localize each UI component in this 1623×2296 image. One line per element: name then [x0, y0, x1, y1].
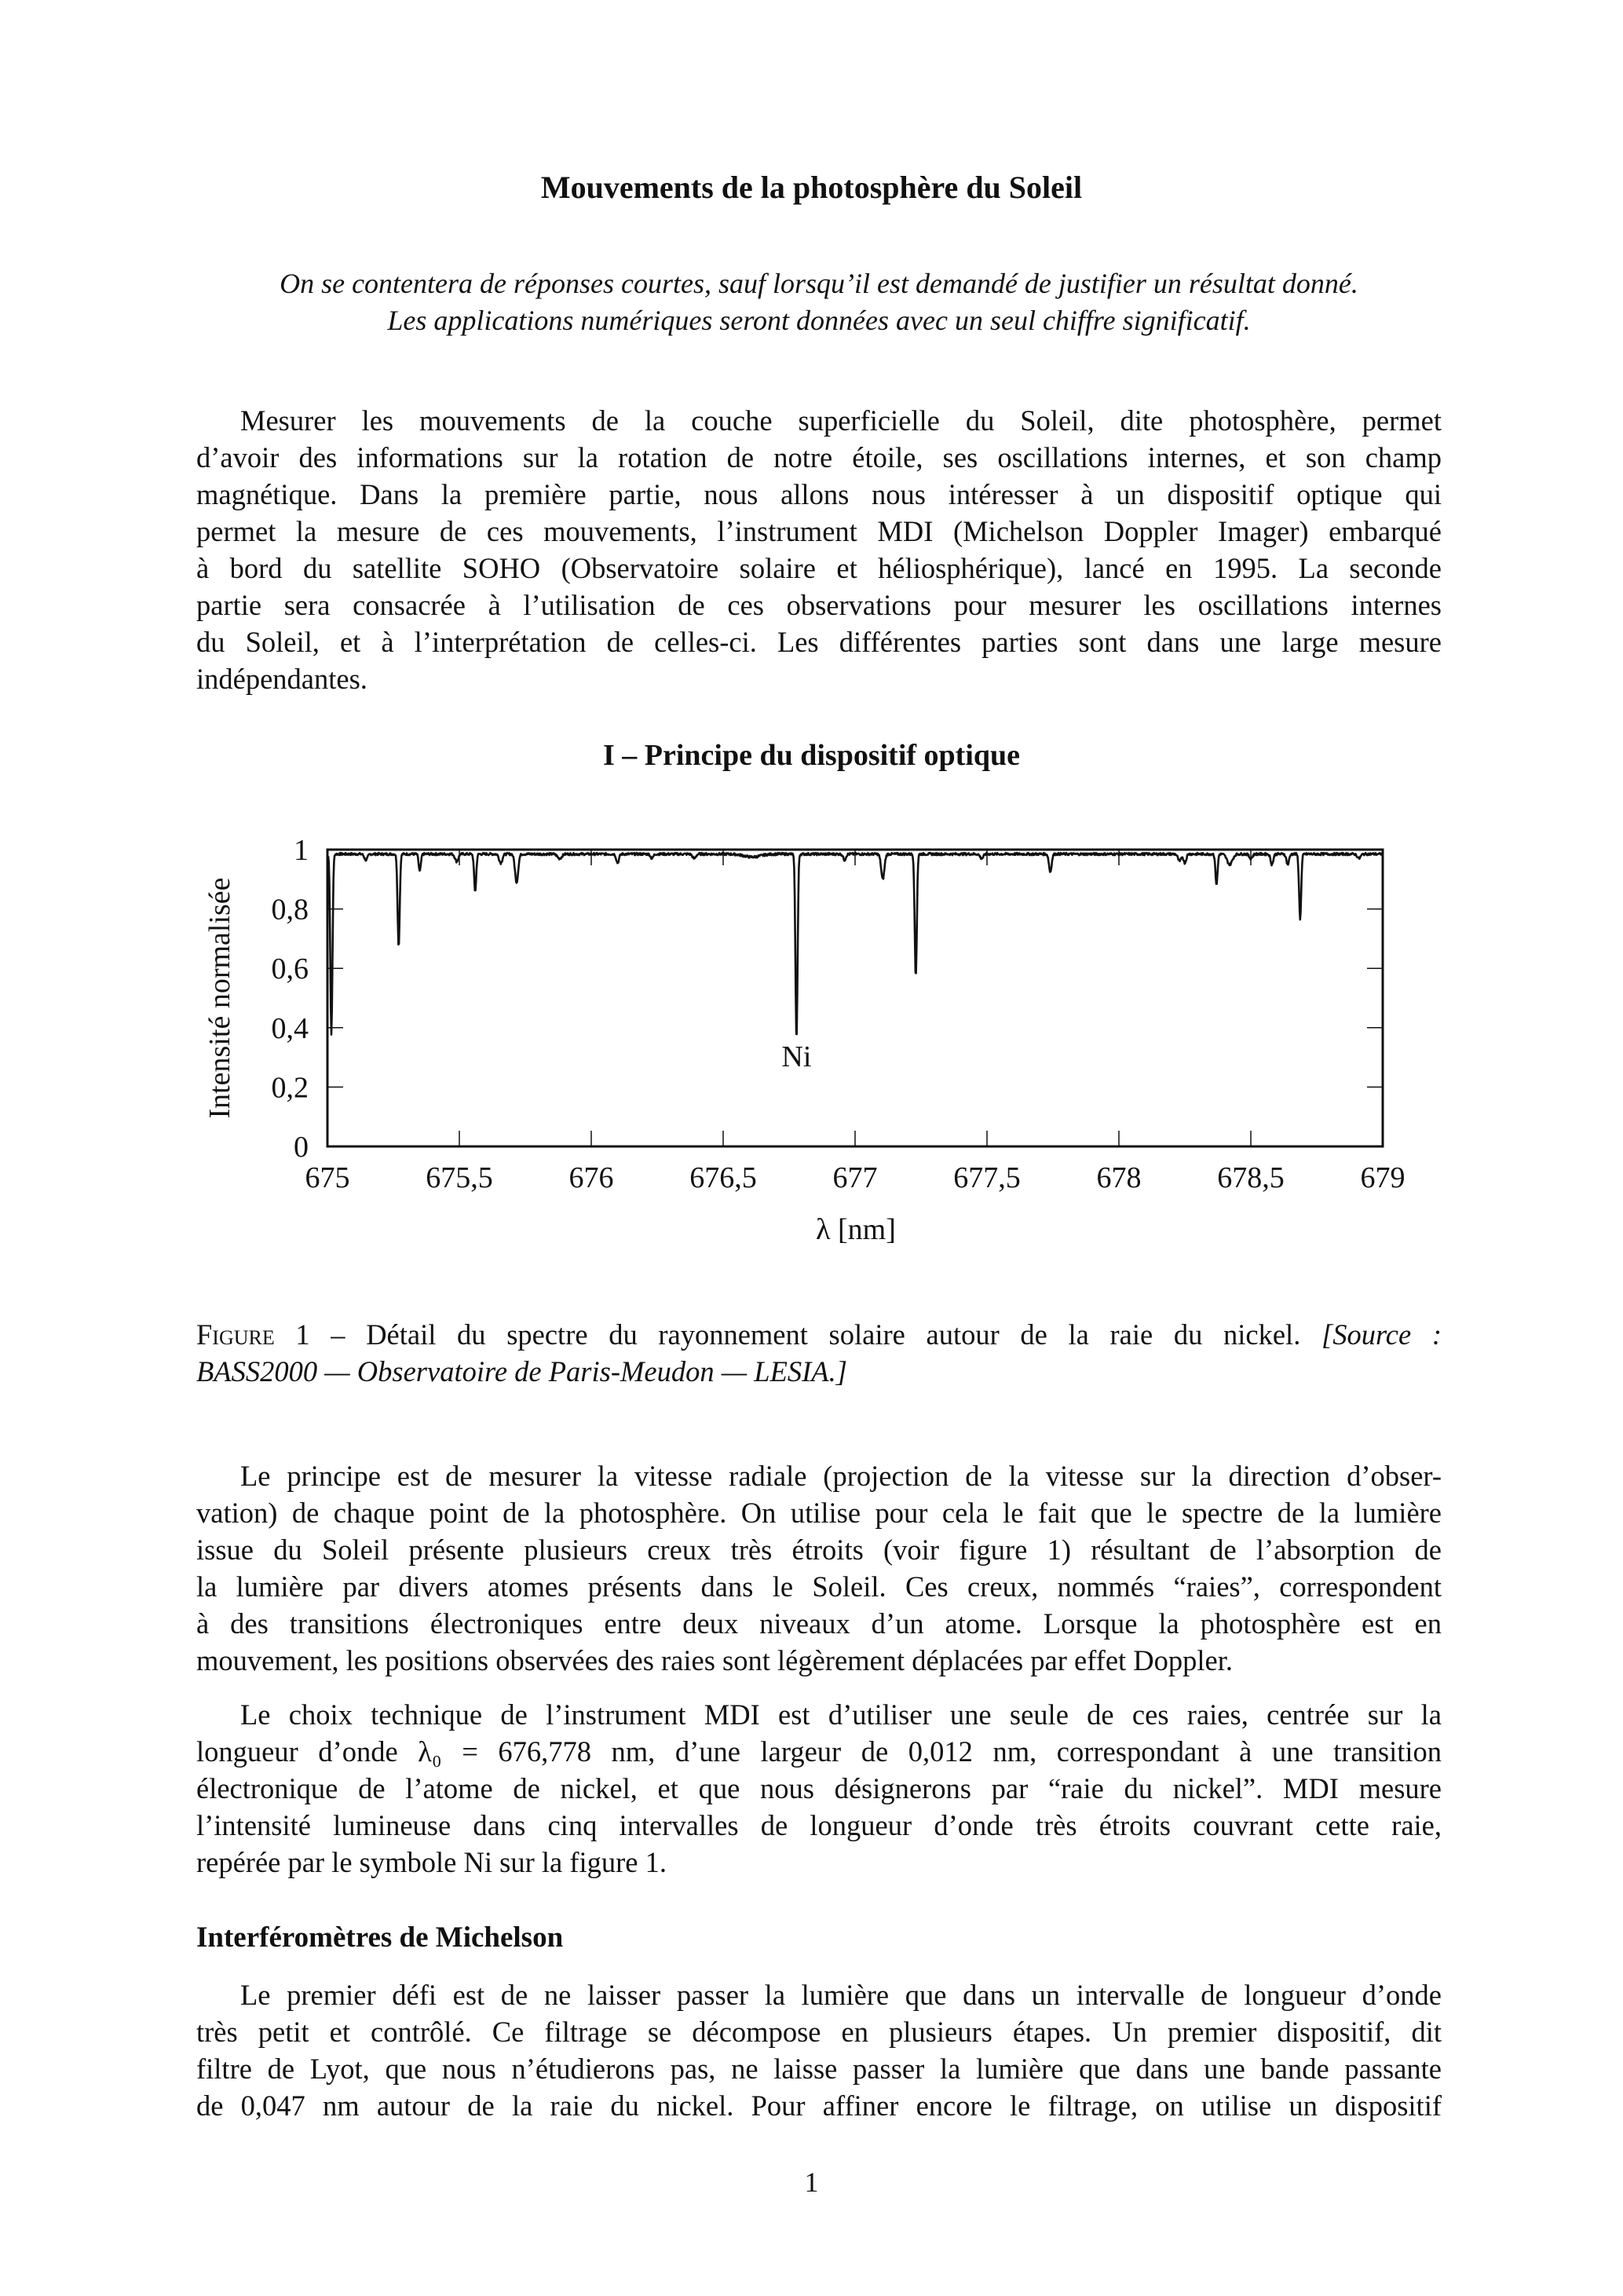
paragraph-michelson — [196, 1976, 1442, 2124]
paragraph-mdi-choice — [196, 1696, 1442, 1881]
text-line: indépendantes. — [196, 663, 367, 695]
caption-label: Figure 1 — [196, 1318, 310, 1351]
caption-source: [Source : — [1321, 1318, 1442, 1351]
text-line: électronique de l’atome de nickel, et que nous désignerons par “raie du nickel”. MDI mesure — [196, 1772, 1442, 1804]
y-tick-label: 0,6 — [271, 952, 309, 986]
subsection-heading: Interféromètres de Michelson — [196, 1921, 564, 1954]
x-tick-label: 676 — [568, 1161, 614, 1194]
paragraph-principle — [196, 1457, 1442, 1679]
text-line: à bord du satellite SOHO (Observatoire solaire et héliosphérique), lancé en 1995. La seconde — [196, 552, 1442, 584]
y-tick-label: 0,4 — [271, 1011, 309, 1045]
text-line: magnétique. Dans la première partie, nous allons nous intéresser à un dispositif optique qui — [196, 478, 1442, 510]
x-tick-label: 678 — [1096, 1161, 1142, 1194]
text-line: Le principe est de mesurer la vitesse radiale (projection de la vitesse sur la direction d’obser- — [240, 1460, 1442, 1492]
text-line: Le choix technique de l’instrument MDI est d’utiliser une seule de ces raies, centrée sur la — [240, 1698, 1442, 1731]
figure-caption — [196, 1316, 1442, 1390]
instruction-line: Les applications numériques seront données avec un seul chiffre significatif. — [387, 305, 1251, 336]
x-tick-label: 675 — [305, 1161, 350, 1194]
y-tick-label: 0 — [294, 1131, 309, 1164]
x-tick-label: 677,5 — [953, 1161, 1021, 1194]
paragraph-introduction — [196, 402, 1442, 697]
x-tick-label: 678,5 — [1217, 1161, 1285, 1194]
text-line: la lumière par divers atomes présents dans le Soleil. Ces creux, nommés “raies”, correspondent — [196, 1570, 1442, 1603]
plot-frame — [327, 850, 1383, 1146]
text-line: longueur d’onde λ₀ = 676,778 nm, d’une largeur de 0,012 nm, correspondant à une transition — [196, 1735, 1442, 1768]
text-line: partie sera consacrée à l’utilisation de ces observations pour mesurer les oscillations internes — [196, 589, 1442, 621]
x-tick-label: 679 — [1360, 1161, 1406, 1194]
page-number: 1 — [804, 2166, 819, 2198]
x-axis-label: λ [nm] — [816, 1213, 896, 1246]
text-line: Mesurer les mouvements de la couche superficielle du Soleil, dite photosphère, permet — [240, 404, 1442, 437]
y-tick-label: 0,8 — [271, 893, 309, 927]
y-tick-label: 0,2 — [271, 1071, 309, 1105]
text-line: filtre de Lyot, que nous n’étudierons pas, ne laisse passer la lumière que dans une bande passante — [196, 2053, 1442, 2085]
spectrum-line — [328, 853, 1383, 1034]
text-line: d’avoir des informations sur la rotation de notre étoile, ses oscillations internes, et son champ — [196, 441, 1442, 473]
text-line: de 0,047 nm autour de la raie du nickel. Pour affiner encore le filtrage, on utilise un dispositif — [196, 2089, 1442, 2122]
text-line: à des transitions électroniques entre deux niveaux d’un atome. Lorsque la photosphère est en — [196, 1607, 1442, 1640]
text-line: vation) de chaque point de la photosphère. On utilise pour cela le fait que le spectre de la lumière — [196, 1497, 1442, 1529]
text-line: Le premier défi est de ne laisser passer la lumière que dans un intervalle de longueur d’onde — [240, 1979, 1442, 2011]
y-tick-label: 1 — [294, 834, 309, 867]
x-tick-label: 676,5 — [689, 1161, 757, 1194]
instruction-line: On se contentera de réponses courtes, sauf lorsqu’il est demandé de justifier un résultat donné. — [280, 268, 1358, 299]
caption-text: – Détail du spectre du rayonnement solaire autour de la raie du nickel. — [309, 1318, 1321, 1351]
text-line: repérée par le symbole Ni sur la figure 1. — [196, 1846, 667, 1878]
spectrum-chart — [0, 809, 1623, 1280]
x-tick-label: 677 — [832, 1161, 878, 1194]
caption-source-line: BASS2000 — Observatoire de Paris-Meudon — LESIA.] — [196, 1355, 847, 1387]
text-line: l’intensité lumineuse dans cinq intervalles de longueur d’onde très étroits couvrant cette raie, — [196, 1809, 1442, 1841]
text-line: permet la mesure de ces mouvements, l’instrument MDI (Michelson Doppler Imager) embarqué — [196, 515, 1442, 547]
document-title: Mouvements de la photosphère du Soleil — [540, 170, 1083, 205]
annotation-ni: Ni — [781, 1040, 812, 1073]
section-heading: I – Principe du dispositif optique — [602, 739, 1021, 772]
y-axis-label: Intensité normalisée — [203, 877, 236, 1119]
text-line: du Soleil, et à l’interprétation de celles-ci. Les différentes parties sont dans une large mesure — [196, 626, 1442, 658]
x-tick-label: 675,5 — [426, 1161, 493, 1194]
text-line: issue du Soleil présente plusieurs creux très étroits (voir figure 1) résultant de l’absorption de — [196, 1534, 1442, 1566]
text-line: très petit et contrôlé. Ce filtrage se décompose en plusieurs étapes. Un premier dispositif, dit — [196, 2016, 1442, 2048]
text-line: mouvement, les positions observées des raies sont légèrement déplacées par effet Doppler. — [196, 1644, 1234, 1676]
instructions — [196, 265, 1442, 339]
